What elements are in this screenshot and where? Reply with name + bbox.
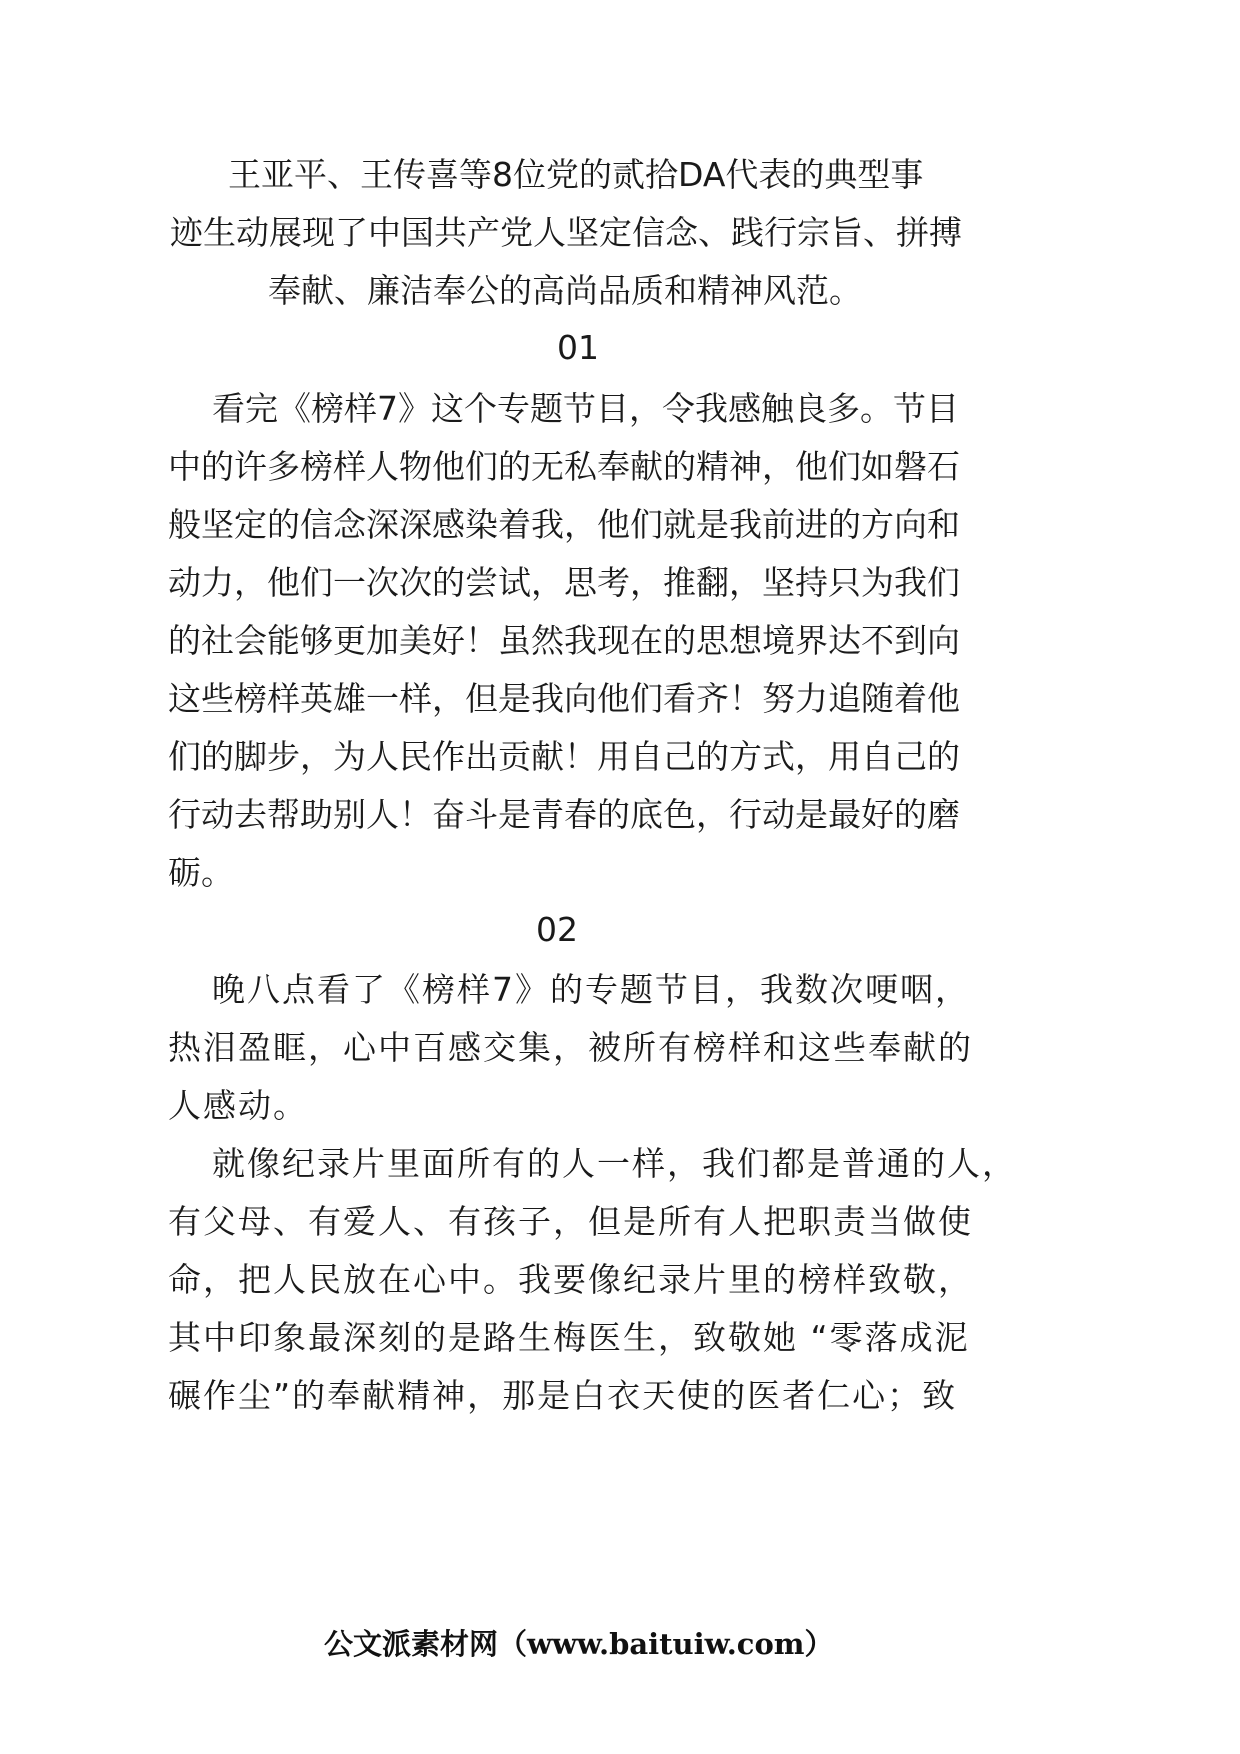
- text-line: 奉献、廉洁奉公的高尚品质和精神风范。: [268, 271, 862, 310]
- text-line: 命，把人民放在心中。我要像纪录片里的榜样致敬，: [168, 1260, 973, 1299]
- text-line: 晚八点看了《榜样7》的专题节目，我数次哽咽，: [212, 970, 970, 1009]
- text-line: 的社会能够更加美好！虽然我现在的思想境界达不到向: [168, 621, 960, 660]
- text-line: 有父母、有爱人、有孩子，但是所有人把职责当做使: [168, 1202, 973, 1241]
- section-number: 02: [536, 910, 578, 949]
- footer-source: 公文派素材网（www.baituiw.com）: [324, 1627, 834, 1661]
- text-line: 般坚定的信念深深感染着我，他们就是我前进的方向和: [168, 505, 960, 544]
- section-number: 01: [557, 328, 599, 367]
- text-line: 中的许多榜样人物他们的无私奉献的精神，他们如磐石: [168, 447, 960, 486]
- text-line: 砺。: [168, 853, 234, 892]
- text-line: 人感动。: [168, 1086, 308, 1125]
- text-line: 迹生动展现了中国共产党人坚定信念、践行宗旨、拼搏: [170, 213, 962, 252]
- text-line: 这些榜样英雄一样，但是我向他们看齐！努力追随着他: [168, 679, 960, 718]
- text-line: 看完《榜样7》这个专题节目，令我感触良多。节目: [212, 389, 959, 428]
- text-line: 们的脚步，为人民作出贡献！用自己的方式，用自己的: [168, 737, 960, 776]
- text-line: 行动去帮助别人！奋斗是青春的底色，行动是最好的磨: [168, 795, 960, 834]
- text-line: 就像纪录片里面所有的人一样，我们都是普通的人，: [212, 1144, 1017, 1183]
- text-line: 热泪盈眶，心中百感交集，被所有榜样和这些奉献的: [168, 1028, 973, 1067]
- text-line: 王亚平、王传喜等8位党的贰拾DA代表的典型事: [228, 155, 924, 194]
- text-line: 动力，他们一次次的尝试，思考，推翻，坚持只为我们: [168, 563, 960, 602]
- text-line: 其中印象最深刻的是路生梅医生，致敬她 “零落成泥: [168, 1318, 970, 1357]
- text-line: 碾作尘”的奉献精神，那是白衣天使的医者仁心；致: [168, 1376, 958, 1415]
